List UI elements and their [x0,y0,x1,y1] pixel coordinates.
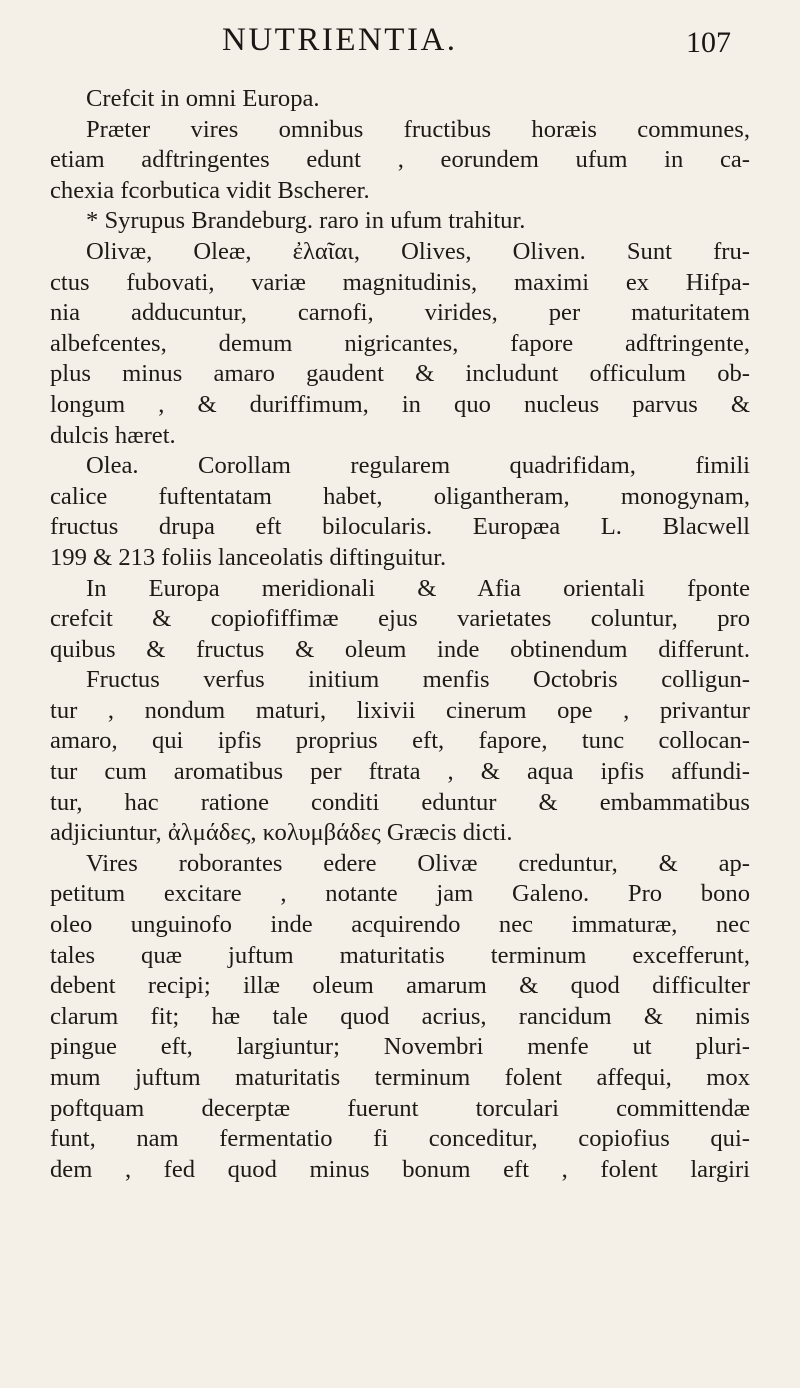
text-line: Præter vires omnibus fructibus horæis communes, [86,115,750,143]
running-title: NUTRIENTIA. [222,22,458,58]
text-line: longum , & duriffimum, in quo nucleus parvus & [50,390,750,418]
text-line: tales quæ juftum maturitatis terminum excefferunt, [50,941,750,969]
text-line: In Europa meridionali & Afia orientali fponte [86,574,750,602]
text-line: quibus & fructus & oleum inde obtinendum differunt. [50,635,750,663]
text-line: plus minus amaro gaudent & includunt officulum ob- [50,360,750,388]
text-line: clarum fit; hæ tale quod acrius, rancidum & nimis [50,1002,750,1030]
text-line: dulcis hæret. [50,421,176,449]
text-line: pingue eft, largiuntur; Novembri menfe ut pluri- [50,1033,750,1061]
text-line: tur, hac ratione conditi eduntur & embammatibus [50,788,750,816]
text-line: fructus drupa eft bilocularis. Europæa L. Blacwell [50,513,750,541]
page-number: 107 [686,26,731,59]
text-line: albefcentes, demum nigricantes, fapore adftringente, [50,329,750,357]
text-line: poftquam decerptæ fuerunt torculari committendæ [50,1094,750,1122]
body-text [50,84,750,1185]
text-line: nia adducuntur, carnofi, virides, per maturitatem [50,299,750,327]
text-line: crefcit & copiofiffimæ ejus varietates coluntur, pro [50,605,750,633]
page-header [0,22,800,62]
text-line: mum juftum maturitatis terminum folent affequi, mox [50,1064,750,1091]
text-line: oleo unguinofo inde acquirendo nec immaturæ, nec [50,911,750,939]
text-line: adjiciuntur, ἀλμάδες, κολυμβάδες Græcis dicti. [50,819,513,847]
text-line: petitum excitare , notante jam Galeno. Pro bono [50,880,750,908]
text-line: calice fuftentatam habet, oligantheram, monogynam, [50,482,750,510]
text-line: 199 & 213 foliis lanceolatis diftinguitur. [50,543,447,571]
text-line: Olivæ, Oleæ, ἐλαῖαι, Olives, Oliven. Sunt fru- [86,237,750,265]
text-line: dem , fed quod minus bonum eft , folent largiri [50,1155,750,1183]
text-line: Fructus verfus initium menfis Octobris colligun- [86,666,750,694]
text-line: funt, nam fermentatio fi conceditur, copiofius qui- [50,1125,750,1153]
text-line: tur cum aromatibus per ftrata , & aqua ipfis affundi- [50,758,750,786]
text-line: tur , nondum maturi, lixivii cinerum ope , privantur [50,696,750,724]
text-line: etiam adftringentes edunt , eorundem ufum in ca- [50,146,750,174]
text-line: * Syrupus Brandeburg. raro in ufum trahitur. [86,207,526,235]
text-line: ctus fubovati, variæ magnitudinis, maximi ex Hifpa- [50,268,750,296]
text-line: amaro, qui ipfis proprius eft, fapore, tunc collocan- [50,727,750,755]
text-line: debent recipi; illæ oleum amarum & quod difficulter [50,972,750,1000]
text-line: Vires roborantes edere Olivæ creduntur, & ap- [86,849,750,877]
text-line: Olea. Corollam regularem quadrifidam, fimili [86,452,750,480]
text-line: chexia fcorbutica vidit Bscherer. [50,176,370,204]
text-line: Crefcit in omni Europa. [86,85,320,112]
